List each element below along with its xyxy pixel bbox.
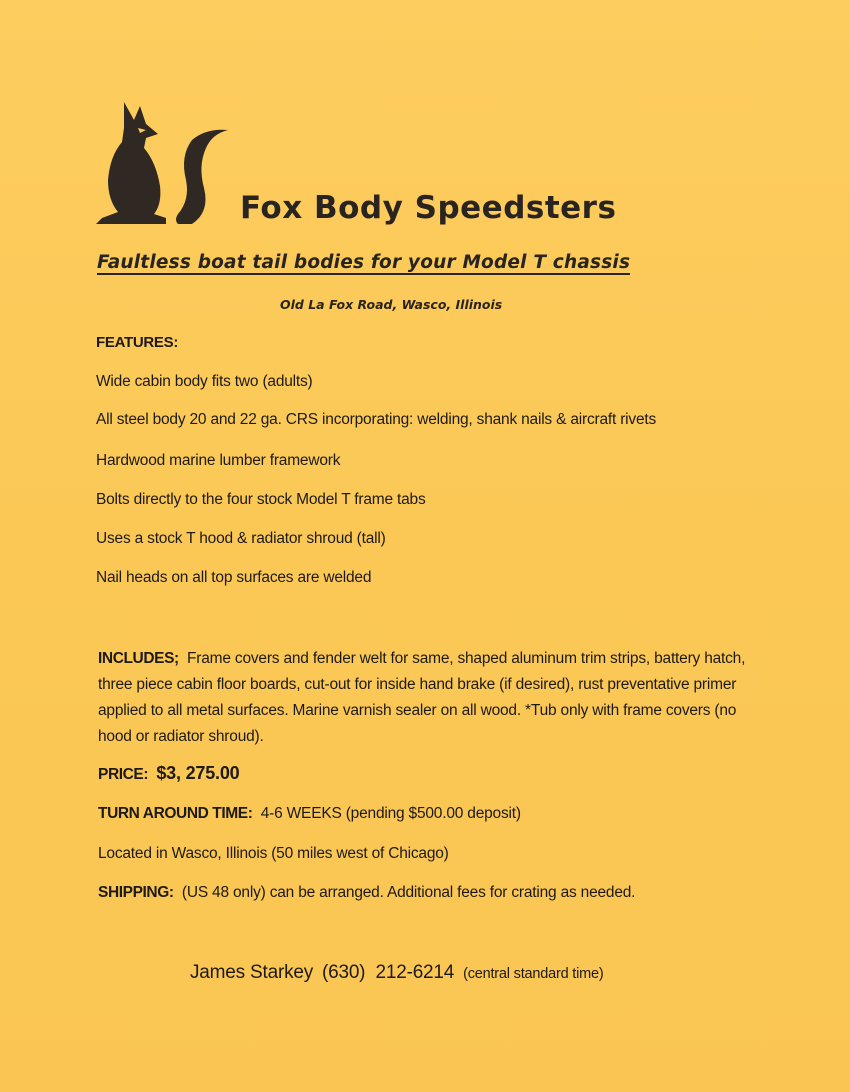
location-line: Located in Wasco, Illinois (50 miles west of Chicago) <box>98 845 449 862</box>
turnaround-value: 4-6 WEEKS (pending $500.00 deposit) <box>260 805 521 822</box>
features-heading: FEATURES: <box>96 334 179 351</box>
contact-note: (central standard time) <box>463 966 604 982</box>
price-label: PRICE: <box>98 766 149 783</box>
feature-item: Uses a stock T hood & radiator shroud (tall) <box>96 530 386 547</box>
turnaround-line <box>98 805 521 823</box>
contact-line <box>190 962 604 984</box>
feature-item: All steel body 20 and 22 ga. CRS incorporating: welding, shank nails & aircraft rivets <box>96 411 657 428</box>
fox-icon <box>94 100 236 228</box>
feature-item: Hardwood marine lumber framework <box>96 452 341 469</box>
contact-name: James Starkey <box>190 962 314 983</box>
shipping-label: SHIPPING: <box>98 884 174 901</box>
includes-label: INCLUDES; <box>98 650 179 667</box>
feature-item: Nail heads on all top surfaces are welded <box>96 569 372 586</box>
address: Old La Fox Road, Wasco, Illinois <box>280 297 503 312</box>
tagline: Faultless boat tail bodies for your Model T chassis <box>97 252 631 273</box>
price-value: $3, 275.00 <box>156 763 240 783</box>
includes-text: Frame covers and fender welt for same, shaped aluminum trim strips, battery hatch, three piece cabin floor boards, cut-out for inside hand brake (if desired), rust preventative primer applied to all metal surfaces. Marine varnish sealer on all wood. *Tub only with frame covers (no hood or radiator shroud). <box>98 650 746 745</box>
price-line <box>98 763 239 784</box>
brand-name: Fox Body Speedsters <box>240 190 617 226</box>
includes-paragraph <box>98 646 748 750</box>
feature-item: Bolts directly to the four stock Model T frame tabs <box>96 491 426 508</box>
shipping-line <box>98 884 635 902</box>
shipping-value: (US 48 only) can be arranged. Additional fees for crating as needed. <box>181 884 636 901</box>
feature-item: Wide cabin body fits two (adults) <box>96 373 313 390</box>
turnaround-label: TURN AROUND TIME: <box>98 805 253 822</box>
contact-phone: (630) 212-6214 <box>321 962 455 983</box>
